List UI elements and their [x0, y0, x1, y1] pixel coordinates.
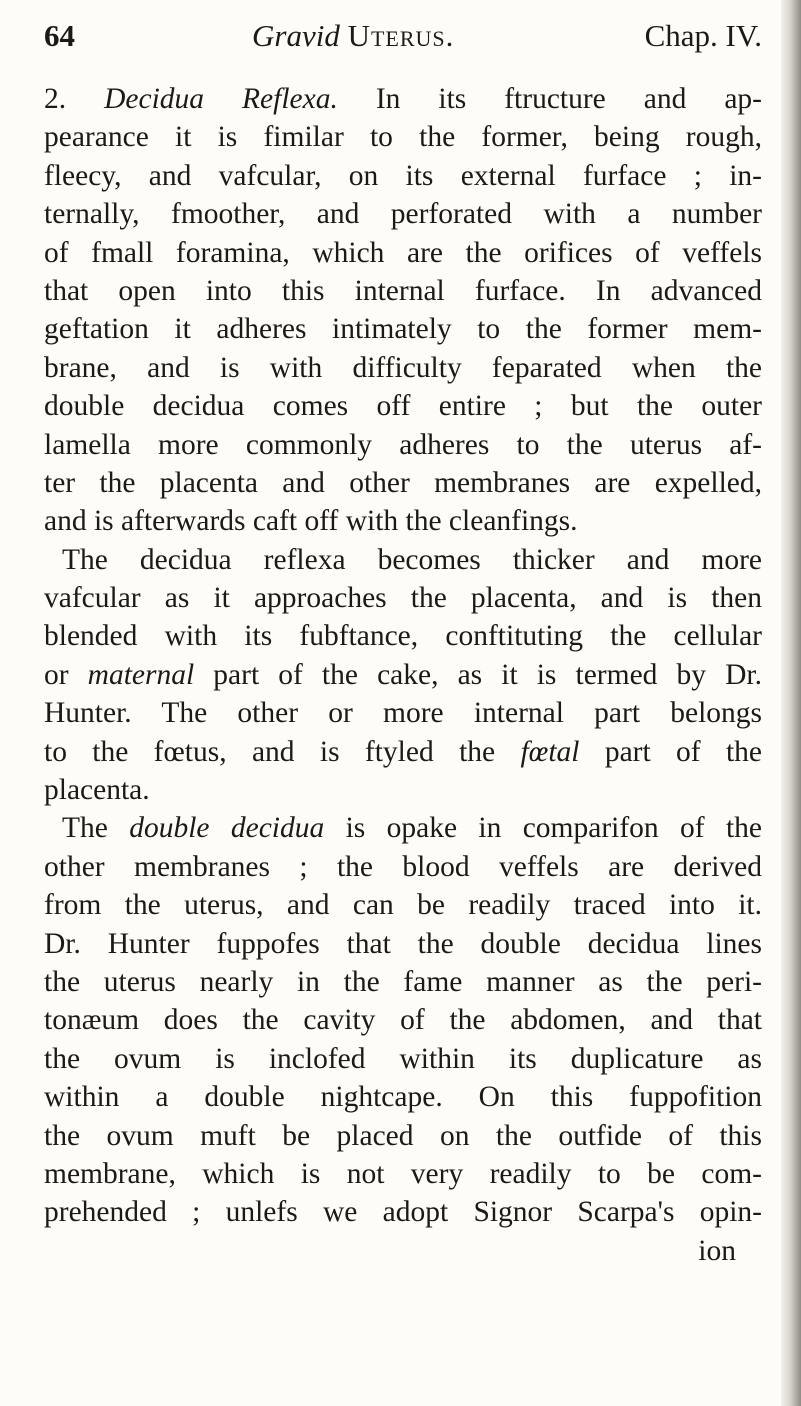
text-line: [44, 1193, 762, 1231]
text-line: [44, 157, 762, 195]
text-line: [44, 234, 762, 272]
text-run: the ovum is inclofed within its duplicature as: [44, 1042, 762, 1075]
text-line: [44, 1155, 762, 1193]
text-run: the uterus nearly in the fame manner as the peri-: [44, 965, 762, 998]
text-line: [44, 925, 762, 963]
text-run: tonæum does the cavity of the abdomen, and that: [44, 1004, 762, 1037]
text-line: [44, 80, 762, 118]
catchword: [44, 1232, 762, 1270]
chapter-label: Chap. IV.: [644, 18, 762, 53]
text-run: brane, and is with difficulty feparated when the: [44, 351, 762, 384]
text-run: of fmall foramina, which are the orifices of veffels: [44, 236, 762, 269]
text-line: [44, 387, 762, 425]
text-line: [44, 771, 762, 809]
text-line: [44, 272, 762, 310]
text-run: ter the placenta and other membranes are expelled,: [44, 466, 762, 499]
page-edge-shadow: [781, 0, 801, 1406]
text-line: [44, 694, 762, 732]
text-run: Hunter. The other or more internal part belongs: [44, 697, 762, 730]
italic-phrase: Decidua Reflexa.: [104, 83, 338, 115]
text-run: part of the: [579, 735, 762, 768]
text-line: [44, 1040, 762, 1078]
text-line: [44, 426, 762, 464]
text-run: placenta.: [44, 774, 150, 807]
page-number: 64: [44, 18, 75, 53]
text-run: that open into this internal furface. In advanced: [44, 274, 762, 307]
text-run: Dr. Hunter fuppofes that the double decidua lines: [44, 927, 762, 960]
italic-phrase: maternal: [87, 658, 195, 691]
text-run: within a double nightcape. On this fuppofition: [44, 1081, 762, 1114]
text-line: [44, 579, 762, 617]
text-line: [44, 1117, 762, 1155]
text-run: blended with its fubftance, conftituting the cellular: [44, 620, 762, 653]
text-run: part of the cake, as it is termed by Dr.: [194, 658, 762, 691]
text-line: [44, 310, 762, 348]
text-line: [44, 1078, 762, 1116]
text-run: lamella more commonly adheres to the uterus af-: [44, 428, 762, 461]
text-run: In its ftructure and ap-: [337, 83, 762, 115]
text-line: [44, 733, 762, 771]
text-run: is opake in comparifon of the: [324, 812, 762, 845]
text-line: [44, 809, 762, 847]
text-run: 2.: [44, 83, 105, 115]
text-run: ion: [698, 1234, 736, 1267]
text-run: geftation it adheres intimately to the former mem-: [44, 313, 762, 346]
text-run: from the uterus, and can be readily traced into it.: [44, 889, 762, 922]
text-run: double decidua comes off entire ; but the outer: [44, 390, 762, 423]
text-line: [44, 195, 762, 233]
text-run: The decidua reflexa becomes thicker and more: [62, 543, 762, 576]
running-title-italic: Gravid: [252, 18, 340, 53]
text-run: vafcular as it approaches the placenta, and is then: [44, 582, 762, 615]
text-run: and is afterwards caft off with the cleanfings.: [44, 505, 578, 538]
running-title-caps: Uterus.: [347, 18, 455, 53]
text-run: or: [44, 658, 88, 691]
running-title: [252, 18, 454, 54]
italic-phrase: fœtal: [520, 735, 580, 768]
text-run: fleecy, and vafcular, on its external furface ; in-: [44, 159, 762, 192]
text-run: pearance it is fimilar to the former, being rough,: [44, 121, 762, 154]
text-run: prehended ; unlefs we adopt Signor Scarpa's opin-: [44, 1196, 762, 1229]
text-line: [44, 617, 762, 655]
text-line: [44, 886, 762, 924]
text-line: [44, 502, 762, 540]
text-line: [44, 963, 762, 1001]
text-run: other membranes ; the blood veffels are derived: [44, 850, 762, 883]
text-line: [44, 541, 762, 579]
text-run: membrane, which is not very readily to be com-: [44, 1157, 762, 1190]
text-line: [44, 656, 762, 694]
text-run: ternally, fmoother, and perforated with a number: [44, 198, 762, 231]
text-run: the ovum muft be placed on the outfide of this: [44, 1119, 762, 1152]
text-run: to the fœtus, and is ftyled the: [44, 735, 521, 768]
text-run: The: [62, 812, 130, 845]
running-header: [44, 18, 762, 62]
italic-phrase: double decidua: [129, 812, 325, 845]
text-line: [44, 848, 762, 886]
text-line: [44, 118, 762, 156]
text-line: [44, 464, 762, 502]
body-text: [44, 80, 762, 1270]
text-line: [44, 349, 762, 387]
text-line: [44, 1001, 762, 1039]
